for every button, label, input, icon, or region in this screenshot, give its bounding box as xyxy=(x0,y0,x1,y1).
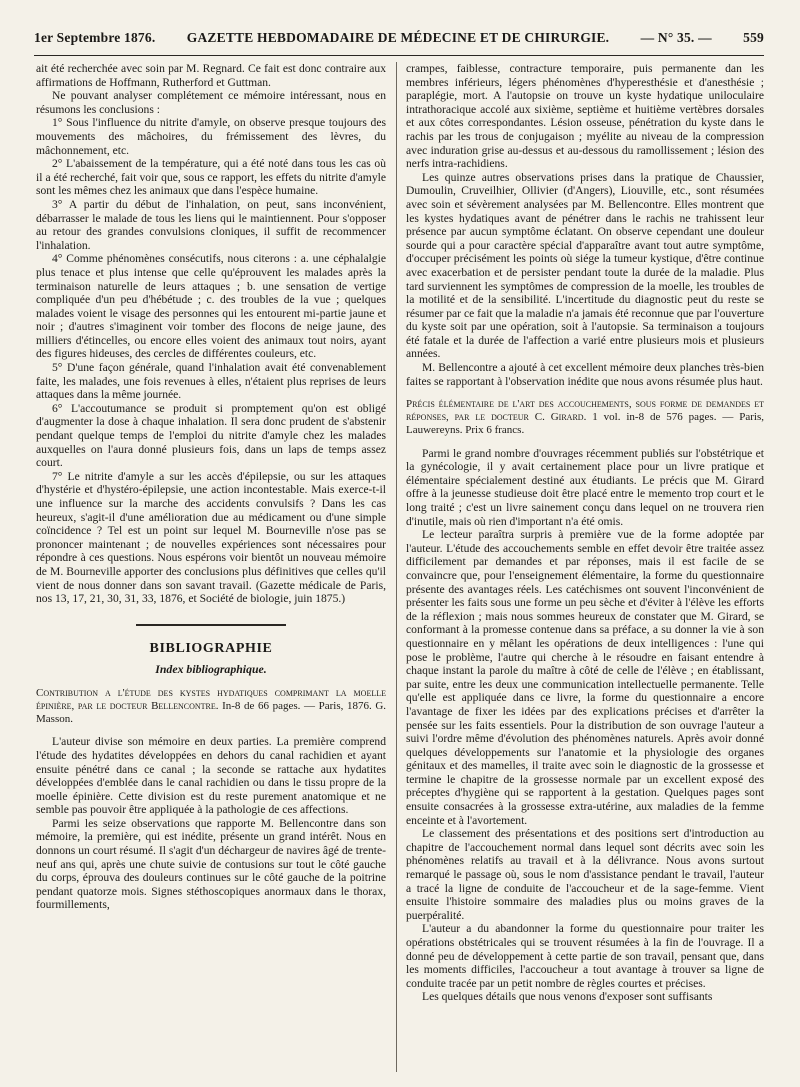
left-column xyxy=(36,62,386,1077)
paragraph: crampes, faiblesse, contracture temporaire, puis permanente dan les membres inférieurs, légers phénomènes d'hyperesthésie et d'anesthésie ; paraplégie, mort. A l'autopsie on trouve un kyste hydatique uniloculaire intrathoracique accolé aux sixième, septième et huitième vertèbres dorsales et aux côtes correspondantes. Lésion osseuse, pénétration du kyste dans le rachis par les trous de conjugaison ; myélite au niveau de la compression avec induration grise au-dessus et au-dessous du ramollissement ; lésion des nerfs intra-rachidiens. xyxy=(406,62,764,171)
conclusion-item: 6° L'accoutumance se produit si promptement qu'on est obligé d'augmenter la dose à chaque inhalation. Il sera donc prudent de s'abstenir pendant quelque temps de l'emploi du nitrite d'amyle chez les malades auxquelles on l'aura donné plusieurs fois, dans un laps de temps assez court. xyxy=(36,401,386,470)
conclusion-item: 2° L'abaissement de la température, qui a été noté dans tous les cas où il a été recherché, fait voir que, sous ce rapport, les effets du nitrite d'amyle sont les mêmes chez les animaux que dans l'espèce humaine. xyxy=(36,157,386,198)
right-column xyxy=(406,62,764,1077)
bibliography-entry-publication: In-8 de 66 pages. — Paris, 1876. G. Masson. xyxy=(36,699,386,725)
paragraph: L'auteur divise son mémoire en deux parties. La première comprend l'étude des hydatites développées en dehors du canal rachidien et ayant ensuite pénétré dans ce canal ; la seconde se rattache aux hydatites développées d'emblée dans le canal rachidien ou dans le tissu propre de la moelle épinière. Cette division est du reste purement anatomique et ne semble pas pouvoir être appliquée à la pathologie de ces affections. xyxy=(36,735,386,817)
paragraph: Les quelques détails que nous venons d'exposer sont suffisants xyxy=(422,990,713,1004)
conclusion-item: 5° D'une façon générale, quand l'inhalation avait été convenablement faite, les malades, une fois revenues à elles, n'étaient plus reprises de leurs attaques dans la même journée. xyxy=(36,361,386,402)
header-journal-title: GAZETTE HEBDOMADAIRE DE MÉDECINE ET DE CHIRURGIE. xyxy=(186,30,610,45)
paragraph: Parmi le grand nombre d'ouvrages récemment publiés sur l'obstétrique et la gynécologie, il y avait certainement place pour un livre pratique et élémentaire spécialement destiné aux étudiants. Le précis que M. Girard offre à la jeunesse studieuse doit être placé entre le memento trop court et le long traité ; c'est un livre sainement conçu dans lequel on ne trouvera rien d'inutile, mais où rien d'important n'a été omis. xyxy=(406,446,764,528)
bibliography-entry-title: Précis élémentaire de l'art des accouchements, sous forme de demandes et réponses, par le docteur C. Girard. xyxy=(406,398,764,424)
bibliography-entry xyxy=(406,398,764,436)
conclusion-item: 7° Le nitrite d'amyle a sur les accès d'épilepsie, ou sur les attaques d'hystérie et d'hystéro-épilepsie, une action incontestable. Mais exerce-t-il une influence sur la marche des accidents convulsifs ? Dans les cas heureux, s'agit-il d'une amélioration due au médicament ou d'une simple coïncidence ? Tel est un point sur lequel M. Bourneville n'ose pas se prononcer maintenant ; de nouvelles expériences sont nécessaires pour répondre à ces questions. Nous espérons voir bientôt un nouveau mémoire de M. Bourneville apporter des conclusions plus définitives que celles qu'il vient de nous donner dans son savant travail. (Gazette médicale de Paris, nos 13, 17, 21, 30, 31, 33, 1876, et Société de biologie, juin 1875.) xyxy=(36,469,386,606)
paragraph: Ne pouvant analyser complétement ce mémoire intéressant, nous en résumons les conclusions : xyxy=(36,89,386,116)
bibliography-entry-publication: 1 vol. in-8 de 576 pages. — Paris, Lauwereyns. Prix 6 francs. xyxy=(406,411,764,436)
paragraph: Parmi les seize observations que rapporte M. Bellencontre dans son mémoire, la première, qui est inédite, présente un grand intérêt. Nous en donnons un court résumé. Il s'agit d'un déchargeur de navires âgé de trente-neuf ans qui, après une chute suivie de contusions sur tout le côté gauche du corps, éprouva des douleurs continues sur le côté gauche de la poitrine pendant quatorze mois. Signes stéthoscopiques anormaux dans le thorax, fourmillements, xyxy=(36,816,386,912)
paragraph: Les quinze autres observations prises dans la pratique de Chaussier, Dumoulin, Cruveilhier, Ollivier (d'Angers), Liouville, etc., sont résumées avec soin et sévèrement analysées par M. Bellencontre. Elles montrent que les kystes hydatiques avant de pénétrer dans le rachis ne trahissent leur présence par aucun symptôme éclatant. On observe cependant une douleur sourde qui a pour caractère spécial d'apparaître avant tout autre symptôme, d'occuper précisément les points où siége la tumeur kystique, d'être continue avec exacerbation et de persister pendant toute la durée de la maladie. Plus tard surviennent les symptômes de compression de la moelle, les troubles de la motilité et de la sensibilité. L'incertitude du diagnostic peut du reste se résumer par ce fait que la maladie n'a jamais été reconnue que par l'ouverture du kyste soit par une opération, soit à l'autopsie. Sa terminaison a toujours été fatale et la durée de l'affection a varié entre plusieurs mois et plusieurs années. xyxy=(406,170,764,361)
page-header xyxy=(34,30,764,56)
subsection-title: Index bibliographique. xyxy=(155,662,267,677)
header-page-number: 559 xyxy=(743,30,764,45)
conclusion-item: 1° Sous l'influence du nitrite d'amyle, on observe presque toujours des mouvements des mâchoires, du frémissement des lèvres, du mâchonnement, etc. xyxy=(36,116,386,157)
header-issue: — N° 35. — xyxy=(640,30,712,45)
bibliography-entry-title: Contribution a l'étude des kystes hydatiques comprimant la moelle épinière, par le docteur Bellencontre. xyxy=(36,686,386,712)
paragraph: Le lecteur paraîtra surpris à première vue de la forme adoptée par l'auteur. L'étude des accouchements semble en effet devoir être traitée assez difficilement par demandes et par réponses, mais il est facile de se convaincre que, pour l'enseignement élémentaire, la forme du questionnaire présente des avantages réels. Les catéchismes ont souvent l'inconvénient de présenter les faits sous une forme un peu sèche et d'éviter à l'élève les efforts de la réflexion ; mais nous sommes heureux de constater que M. Girard, se conformant à la promesse contenue dans sa préface, a su donner la vie à son questionnaire en y mêlant les opérations de deux intelligences : l'une qui pose le problème, l'autre qui cherche à le résoudre en faisant entendre à chaque instant la parole du maître à côté de celle de l'élève ; en établissant, par suite, entre les deux une communication intellectuelle permanente. Telle qu'elle est appliquée dans ce livre, la forme du questionnaire a encore l'avantage de fixer les idées par des explications précises et d'arrêter la pensée sur les faits essentiels. Pour la distribution de son ouvrage l'auteur a suivi l'ordre même d'évolution des phénomènes naturels. Après avoir donné quelques développements sur l'anatomie et la physiologie des organes génitaux et des mamelles, il traite avec soin le diagnostic de la grossesse et termine le chapitre de la grossesse normale par un excellent exposé des préceptes d'hygiène qui se rapportent à la gestation. Quelques pages sont ensuite consacrées à la grossesse extra-utérine, aux maladies de la femme enceinte et à l'avortement. xyxy=(406,528,764,827)
column-divider xyxy=(396,62,397,1072)
paragraph: Le classement des présentations et des positions sert d'introduction au chapitre de l'accouchement normal dans lequel sont décrits avec soin les phénomènes relatifs au travail et à la délivrance. Nous avons surtout remarqué le passage où, sous le nom d'assistance pendant le travail, l'auteur a tracé la ligne de conduite de l'accoucheur et de la sage-femme. Vient ensuite l'histoire sommaire des maladies plus ou moins graves de la puerpéralité. xyxy=(406,827,764,922)
conclusion-item: 4° Comme phénomènes consécutifs, nous citerons : a. une céphalalgie plus tenace et plus intense que celle qu'éprouvent les malades après la terminaison naturelle de leurs attaques ; b. une sensation de vertige compliquée d'un peu d'hébétude ; c. des troubles de la vue ; quelques malades voient le visage des personnes qui les entourent mi-partie jaune et noir ; d'autres s'imaginent voir tomber des flocons de neige jaune, des milliers d'étincelles, ou encore elles voient des animaux tout noirs, ayant des figures hideuses, des cercles de différentes couleurs, etc. xyxy=(36,252,386,361)
section-title: BIBLIOGRAPHIE xyxy=(149,640,273,656)
bibliography-entry xyxy=(36,687,386,725)
section-divider xyxy=(136,624,286,626)
header-date: 1er Septembre 1876. xyxy=(34,30,156,45)
paragraph: L'auteur a du abandonner la forme du questionnaire pour traiter les opérations obstétricales qui se trouvent résumées à la fin de l'ouvrage. Il a donné peu de développement à cette partie de son travail, pensant que, dans les moments difficiles, l'accoucheur a tout avantage à trouver sa ligne de conduite tracée par un petit nombre de règles courtes et précises. xyxy=(406,922,764,990)
conclusion-item: 3° A partir du début de l'inhalation, on peut, sans inconvénient, débarrasser le malade de tous les liens qui le maintiennent. Pour s'opposer au retour des grandes convulsions cloniques, il suffit de recommencer l'inhalation. xyxy=(36,197,386,252)
paragraph: ait été recherchée avec soin par M. Regnard. Ce fait est donc contraire aux affirmations de Hoffmann, Rutherford et Guttman. xyxy=(36,62,386,89)
paragraph: M. Bellencontre a ajouté à cet excellent mémoire deux planches très-bien faites se rapportant à l'observation inédite que nous avons résumée plus haut. xyxy=(406,361,764,388)
